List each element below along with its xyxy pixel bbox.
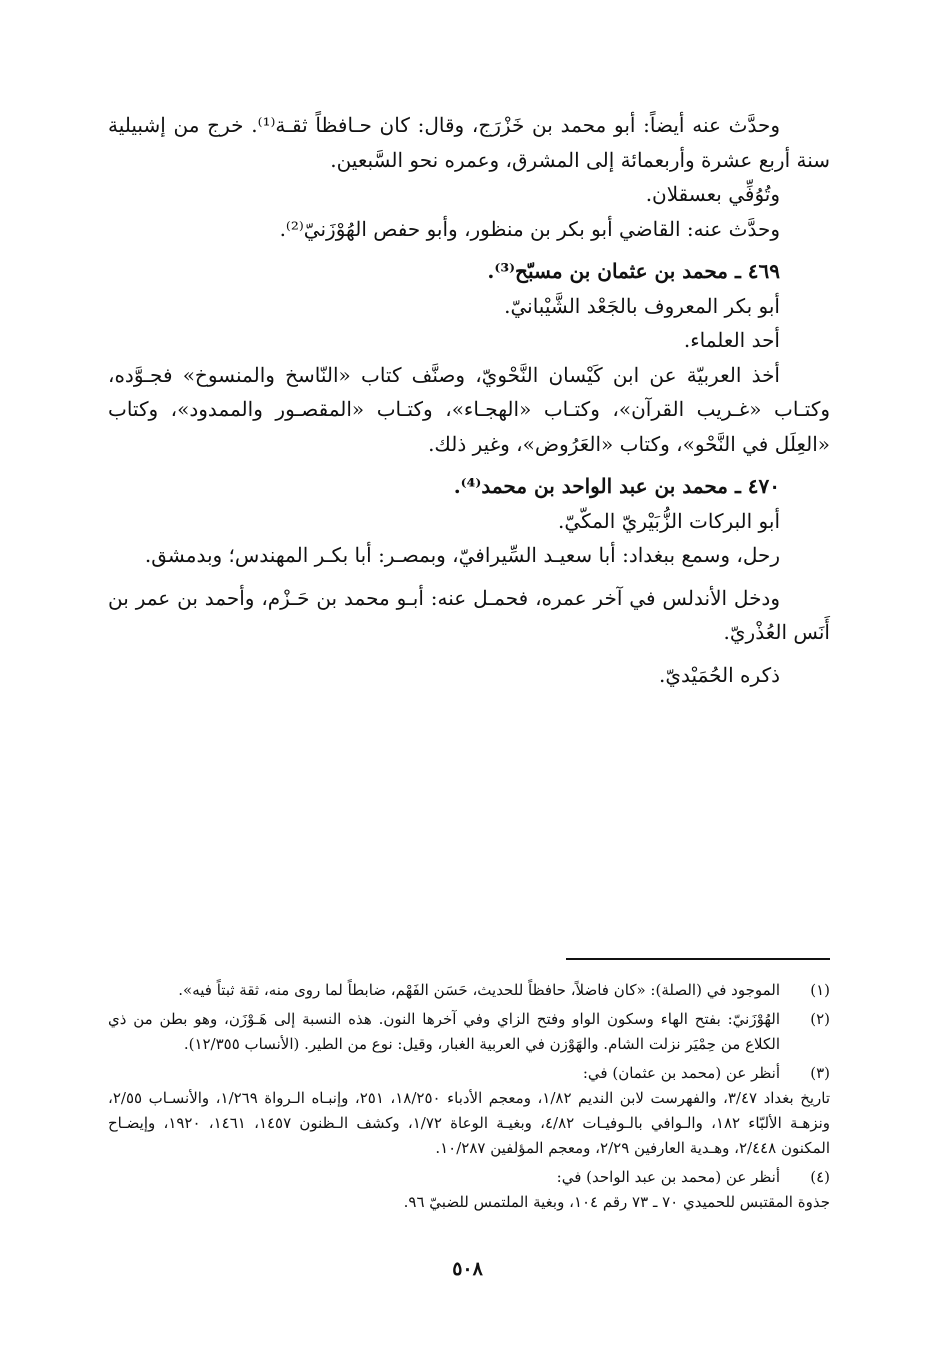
footnote-text: أنظر عن (محمد بن عثمان) في: <box>582 1064 780 1082</box>
footnote-number: (٢) <box>810 1010 830 1028</box>
page-number: ٥٠٨ <box>452 1258 483 1280</box>
paragraph: ذكره الحُمَيْديّ. <box>659 662 780 687</box>
entry-heading-469: ٤٦٩ ـ محمد بن عثمان بن مسبّح⁽³⁾. <box>487 259 780 283</box>
paragraph: وتُوُفِّي بعسقلان. <box>645 182 780 206</box>
footnote-number: (١) <box>810 981 830 999</box>
paragraph: وحدَّث عنه أيضاً: أبو محمد بن خَزْرَج، وقال: كان حـافظاً ثقـة⁽¹⁾. خرج من إشبيلية سنة أربع عشرة وأربعمائة إلى المشرق، وعمره نحو السَّبعين. <box>108 113 830 172</box>
book-page <box>108 108 831 1211</box>
footnote-sources: جذوة المقتبس للحميدي ٧٠ ـ ٧٣ رقم ١٠٤، وبغية الملتمس للضبيّ ٩٦. <box>403 1193 830 1211</box>
footnote-3 <box>108 1061 830 1161</box>
paragraph: رحل، وسمع ببغداد: أبا سعيـد السِّيرافيّ، وبمصـر: أبا بكـر المهندس؛ وبدمشق. <box>144 543 780 567</box>
footnotes <box>108 978 830 1219</box>
footnote-text: الموجود في (الصلة): «كان فاضلاً، حافظاً للحديث، حَسَن الفَهْم، ضابطاً لما روى منه، ثقة ثبتاً فيه». <box>178 981 780 999</box>
paragraph: أحد العلماء. <box>683 328 780 352</box>
paragraph: وحدَّث عنه: القاضي أبو بكر بن منظور، وأبو حفص الهُوْزَنيّ⁽²⁾. <box>279 216 780 241</box>
footnote-number: (٤) <box>810 1168 830 1186</box>
footnote-text: أنظر عن (محمد بن عبد الواحد) في: <box>556 1168 780 1186</box>
footnote-2 <box>108 1007 830 1057</box>
entry-heading-470: ٤٧٠ ـ محمد بن عبد الواحد بن محمد⁽⁴⁾. <box>453 474 780 498</box>
footnote-divider <box>566 958 830 960</box>
paragraph: أبو البركات الزُّبَيْريّ المكّيّ. <box>558 508 780 533</box>
paragraph: أخذ العربيّة عن ابن كَيْسان النَّحْويّ، وصنَّف كتاب «النّاسخ والمنسوخ» فجـوَّده، وكتـاب «غـريب القرآن»، وكتـاب «الهجـاء»، وكتـاب «المقصـور والممدود»، وكتاب «العِلَل في النَّحْو»، وكتاب «العَرُوض»، وغير ذلك. <box>108 362 830 456</box>
footnote-number: (٣) <box>810 1064 830 1082</box>
footnote-1 <box>108 978 830 1003</box>
paragraph: أبو بكر المعروف بالجَعْد الشَّيْبانيّ. <box>504 293 780 318</box>
footnote-text: الهُوْزَنيّ: بفتح الهاء وسكون الواو وفتح الزاي وفي آخرها النون. هذه النسبة إلى هَـوْزَن، وهو بطن من ذي الكلاع من حِمْيَر نزلت الشام. والهَوْزن في العربية الغبار، وقيل: نوع من الطير. (الأنساب ١٢/٣٥٥). <box>108 1010 780 1053</box>
main-text <box>108 108 830 692</box>
paragraph: ودخل الأندلس في آخر عمره، فحمـل عنه: أبـو محمد بن حَـزْم، وأحمد بن عمر بن أَنَس العُذْريّ. <box>108 585 830 644</box>
footnote-sources: تاريخ بغداد ٣/٤٧، والفهرست لابن النديم ١/٨٢، ومعجم الأدباء ١٨/٢٥٠، ٢٥١، وإنبـاه الـرواة ١/٢٦٩، والأنسـاب ٢/٥٥، ونزهـة الألبّاء ١٨٢، والـوافي بالـوفيـات ٤/٨٢، وبغيـة الوعاة ١/٧٢، وكشف الـظنون ١٤٥٧، ١٤٦١، ١٩٢٠، وإيضـاح المكنون ٢/٤٤٨، وهـدية العارفين ٢/٢٩، ومعجم المؤلفين ١٠/٢٨٧. <box>108 1089 831 1157</box>
footnote-4 <box>108 1165 830 1215</box>
